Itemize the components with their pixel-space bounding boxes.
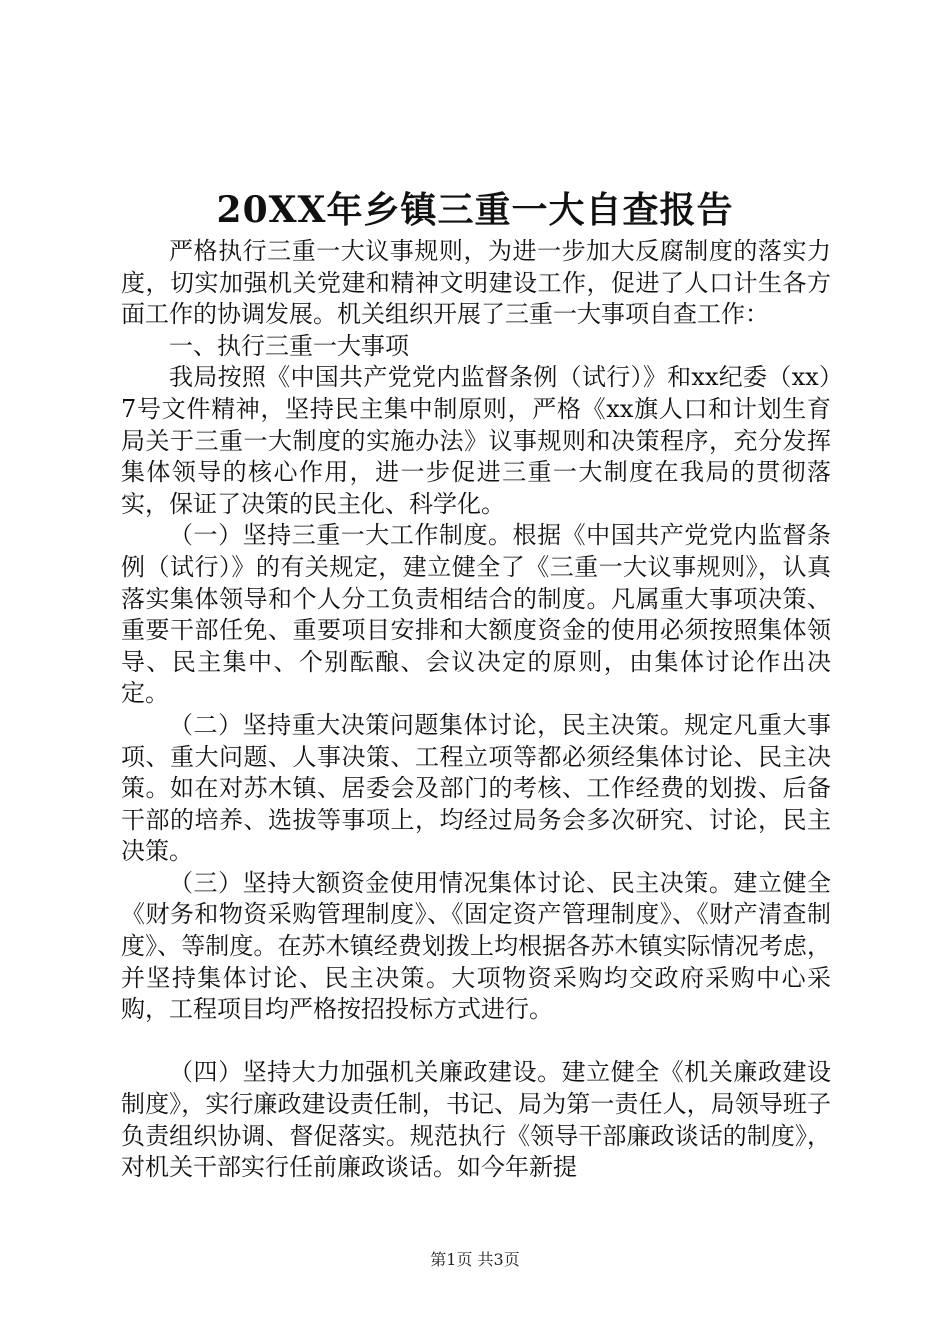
intro-paragraph: 严格执行三重一大议事规则，为进一步加大反腐制度的落实力度，切实加强机关党建和精神文明建设工作，促进了人口计生各方面工作的协调发展。机关组织开展了三重一大事项自查工作：	[121, 237, 831, 329]
item-paragraph-4: （四）坚持大力加强机关廉政建设。建立健全《机关廉政建设制度》，实行廉政建设责任制，书记、局为第一责任人，局领导班子负责组织协调、督促落实。规范执行《领导干部廉政谈话的制度》，对机关干部实行任前廉政谈话。如今年新提	[121, 1058, 831, 1182]
page-number: 第1页 共3页	[430, 1250, 520, 1269]
body-paragraph: 我局按照《中国共产党党内监督条例（试行）》和xx纪委（xx）7号文件精神，坚持民主集中制原则，严格《xx旗人口和计划生育局关于三重一大制度的实施办法》议事规则和决策程序，充分发挥集体领导的核心作用，进一步促进三重一大制度在我局的贯彻落实，保证了决策的民主化、科学化。	[121, 363, 831, 518]
item-paragraph-1: （一）坚持三重一大工作制度。根据《中国共产党党内监督条例（试行）》的有关规定，建立健全了《三重一大议事规则》，认真落实集体领导和个人分工负责相结合的制度。凡属重大事项决策、重要干部任免、重要项目安排和大额度资金的使用必须按照集体领导、民主集中、个别酝酿、会议决定的原则，由集体讨论作出决定。	[121, 521, 831, 708]
item-paragraph-3: （三）坚持大额资金使用情况集体讨论、民主决策。建立健全《财务和物资采购管理制度》、《固定资产管理制度》、《财产清查制度》、等制度。在苏木镇经费划拨上均根据各苏木镇实际情况考虑，并坚持集体讨论、民主决策。大项物资采购均交政府采购中心采购，工程项目均严格按招投标方式进行。	[121, 868, 831, 1024]
document-title: 20XX年乡镇三重一大自查报告	[216, 189, 734, 231]
section-heading: 一、执行三重一大事项	[169, 331, 409, 360]
item-paragraph-2: （二）坚持重大决策问题集体讨论，民主决策。规定凡重大事项、重大问题、人事决策、工程立项等都必须经集体讨论、民主决策。如在对苏木镇、居委会及部门的考核、工作经费的划拨、后备干部的培养、选拔等事项上，均经过局务会多次研究、讨论，民主决策。	[121, 710, 831, 866]
document-body	[121, 236, 831, 1184]
